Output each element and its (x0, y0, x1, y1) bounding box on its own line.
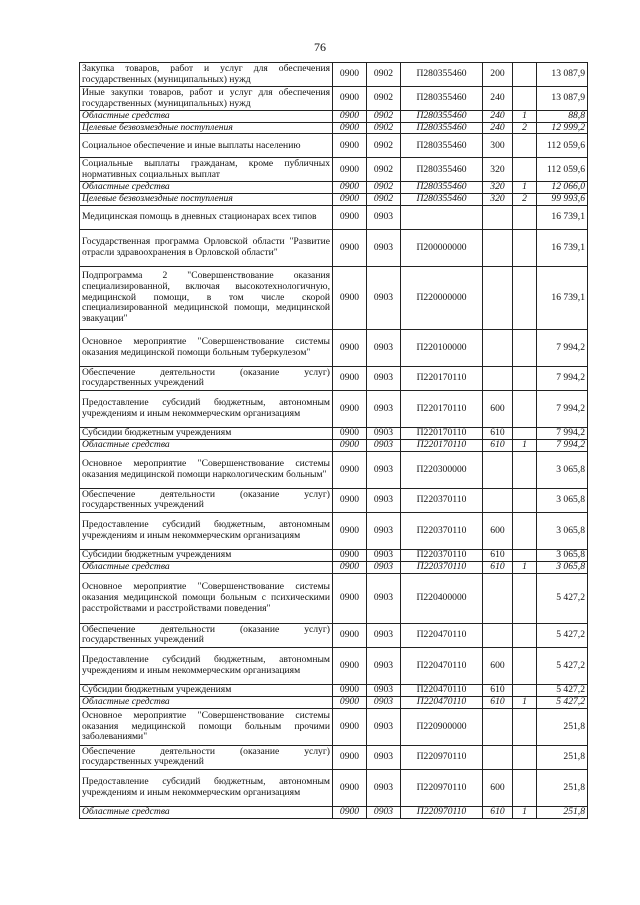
row-amount: 16 739,1 (537, 266, 588, 329)
row-expense-type (483, 745, 513, 769)
row-section: 0900 (333, 561, 367, 573)
row-description: Основное мероприятие "Совершенствование системы оказания медицинской помощи больным прочими заболеваниями" (80, 708, 333, 745)
row-expense-type: 610 (483, 684, 513, 696)
row-subsection: 0903 (367, 549, 401, 561)
row-section: 0900 (333, 329, 367, 366)
row-section: 0900 (333, 366, 367, 390)
row-source (513, 63, 537, 87)
row-expense-type: 600 (483, 512, 513, 549)
row-expense-type: 320 (483, 194, 513, 206)
row-subsection: 0903 (367, 229, 401, 266)
row-expense-type (483, 205, 513, 229)
row-target-article: П220170110 (401, 439, 483, 451)
row-target-article: П280355460 (401, 134, 483, 158)
row-target-article: П220170110 (401, 427, 483, 439)
row-target-article: П280355460 (401, 122, 483, 134)
row-amount: 16 739,1 (537, 205, 588, 229)
row-amount: 7 994,2 (537, 439, 588, 451)
row-subsection: 0903 (367, 745, 401, 769)
row-description: Субсидии бюджетным учреждениям (80, 549, 333, 561)
row-target-article: П280355460 (401, 111, 483, 123)
row-target-article: П220970110 (401, 769, 483, 806)
row-source (513, 549, 537, 561)
row-section: 0900 (333, 512, 367, 549)
table-row (80, 684, 588, 696)
row-expense-type: 610 (483, 561, 513, 573)
row-section: 0900 (333, 111, 367, 123)
row-section: 0900 (333, 745, 367, 769)
row-source: 1 (513, 561, 537, 573)
row-amount: 7 994,2 (537, 329, 588, 366)
row-source (513, 134, 537, 158)
row-expense-type (483, 329, 513, 366)
row-subsection: 0902 (367, 134, 401, 158)
row-description: Областные средства (80, 111, 333, 123)
row-subsection: 0903 (367, 439, 401, 451)
row-description: Социальные выплаты гражданам, кроме публичных нормативных социальных выплат (80, 158, 333, 182)
row-expense-type: 610 (483, 696, 513, 708)
row-target-article: П220370110 (401, 561, 483, 573)
row-amount: 7 994,2 (537, 427, 588, 439)
table-row (80, 573, 588, 623)
table-row (80, 329, 588, 366)
row-source (513, 623, 537, 647)
row-target-article: П220000000 (401, 266, 483, 329)
row-section: 0900 (333, 708, 367, 745)
row-section: 0900 (333, 451, 367, 488)
row-source (513, 266, 537, 329)
row-description: Закупка товаров, работ и услуг для обеспечения государственных (муниципальных) нужд (80, 63, 333, 87)
row-section: 0900 (333, 229, 367, 266)
table-row (80, 158, 588, 182)
row-subsection: 0903 (367, 684, 401, 696)
row-subsection: 0903 (367, 573, 401, 623)
table-row (80, 806, 588, 818)
row-source (513, 488, 537, 512)
row-expense-type: 600 (483, 769, 513, 806)
row-source (513, 769, 537, 806)
row-section: 0900 (333, 266, 367, 329)
row-source (513, 229, 537, 266)
row-expense-type (483, 451, 513, 488)
row-amount: 5 427,2 (537, 573, 588, 623)
row-amount: 16 739,1 (537, 229, 588, 266)
row-expense-type (483, 623, 513, 647)
row-target-article: П280355460 (401, 87, 483, 111)
table-row (80, 134, 588, 158)
row-expense-type: 610 (483, 427, 513, 439)
row-target-article: П220470110 (401, 623, 483, 647)
row-section: 0900 (333, 684, 367, 696)
table-row (80, 512, 588, 549)
table-row (80, 229, 588, 266)
row-amount: 251,8 (537, 745, 588, 769)
row-description: Основное мероприятие "Совершенствование системы оказания медицинской помощи наркологическим больным" (80, 451, 333, 488)
row-source: 2 (513, 194, 537, 206)
row-target-article: П220370110 (401, 488, 483, 512)
row-target-article: П280355460 (401, 63, 483, 87)
row-section: 0900 (333, 122, 367, 134)
table-row (80, 623, 588, 647)
row-subsection: 0903 (367, 488, 401, 512)
row-subsection: 0903 (367, 366, 401, 390)
row-section: 0900 (333, 696, 367, 708)
row-subsection: 0902 (367, 122, 401, 134)
row-description: Областные средства (80, 439, 333, 451)
row-source (513, 512, 537, 549)
table-row (80, 549, 588, 561)
row-amount: 12 066,0 (537, 182, 588, 194)
row-source (513, 451, 537, 488)
row-expense-type (483, 488, 513, 512)
row-source (513, 390, 537, 427)
row-amount: 5 427,2 (537, 647, 588, 684)
row-subsection: 0903 (367, 623, 401, 647)
row-section: 0900 (333, 63, 367, 87)
row-description: Предоставление субсидий бюджетным, автономным учреждениям и иным некоммерческим организациям (80, 647, 333, 684)
table-row (80, 451, 588, 488)
row-expense-type: 320 (483, 182, 513, 194)
row-expense-type: 240 (483, 122, 513, 134)
row-section: 0900 (333, 488, 367, 512)
row-target-article: П220170110 (401, 390, 483, 427)
row-description: Областные средства (80, 806, 333, 818)
row-description: Областные средства (80, 696, 333, 708)
row-amount: 7 994,2 (537, 366, 588, 390)
row-section: 0900 (333, 769, 367, 806)
row-section: 0900 (333, 573, 367, 623)
row-description: Целевые безвозмездные поступления (80, 194, 333, 206)
row-expense-type (483, 266, 513, 329)
row-amount: 3 065,8 (537, 549, 588, 561)
table-row (80, 63, 588, 87)
row-description: Социальное обеспечение и иные выплаты населению (80, 134, 333, 158)
row-target-article: П220370110 (401, 549, 483, 561)
table-row (80, 647, 588, 684)
row-amount: 12 999,2 (537, 122, 588, 134)
table-row (80, 205, 588, 229)
row-target-article: П220470110 (401, 647, 483, 684)
row-amount: 13 087,9 (537, 87, 588, 111)
row-description: Предоставление субсидий бюджетным, автономным учреждениям и иным некоммерческим организациям (80, 769, 333, 806)
row-description: Основное мероприятие "Совершенствование системы оказания медицинской помощи больным с психическими расстройствами и расстройствами поведения" (80, 573, 333, 623)
row-target-article: П220470110 (401, 684, 483, 696)
row-source (513, 573, 537, 623)
row-expense-type: 240 (483, 111, 513, 123)
row-section: 0900 (333, 194, 367, 206)
row-subsection: 0903 (367, 205, 401, 229)
row-expense-type: 610 (483, 806, 513, 818)
row-target-article: П220170110 (401, 366, 483, 390)
row-section: 0900 (333, 182, 367, 194)
row-description: Основное мероприятие "Совершенствование системы оказания медицинской помощи больным туберкулезом" (80, 329, 333, 366)
row-expense-type: 320 (483, 158, 513, 182)
row-target-article: П220300000 (401, 451, 483, 488)
row-description: Целевые безвозмездные поступления (80, 122, 333, 134)
row-subsection: 0903 (367, 427, 401, 439)
table-row (80, 696, 588, 708)
row-source: 1 (513, 182, 537, 194)
row-subsection: 0903 (367, 561, 401, 573)
table-row (80, 122, 588, 134)
row-section: 0900 (333, 390, 367, 427)
row-source (513, 329, 537, 366)
row-target-article: П280355460 (401, 158, 483, 182)
table-row (80, 194, 588, 206)
row-source (513, 205, 537, 229)
budget-table (79, 62, 588, 819)
row-section: 0900 (333, 623, 367, 647)
row-subsection: 0903 (367, 806, 401, 818)
row-subsection: 0902 (367, 87, 401, 111)
row-subsection: 0903 (367, 696, 401, 708)
row-description: Обеспечение деятельности (оказание услуг) государственных учреждений (80, 366, 333, 390)
row-description: Субсидии бюджетным учреждениям (80, 427, 333, 439)
row-expense-type: 300 (483, 134, 513, 158)
row-description: Субсидии бюджетным учреждениям (80, 684, 333, 696)
row-section: 0900 (333, 427, 367, 439)
row-expense-type (483, 573, 513, 623)
row-amount: 112 059,6 (537, 134, 588, 158)
row-source (513, 708, 537, 745)
row-source (513, 87, 537, 111)
table-row (80, 390, 588, 427)
row-subsection: 0903 (367, 390, 401, 427)
table-row (80, 561, 588, 573)
table-row (80, 427, 588, 439)
table-row (80, 439, 588, 451)
row-subsection: 0902 (367, 194, 401, 206)
row-source: 1 (513, 806, 537, 818)
row-description: Подпрограмма 2 "Совершенствование оказания специализированной, включая высокотехнологичную, медицинской помощи, в том числе скорой специализированной медицинской помощи, медицинской эвакуации" (80, 266, 333, 329)
table-row (80, 266, 588, 329)
row-description: Иные закупки товаров, работ и услуг для обеспечения государственных (муниципальных) нужд (80, 87, 333, 111)
row-amount: 5 427,2 (537, 696, 588, 708)
row-subsection: 0903 (367, 647, 401, 684)
row-subsection: 0902 (367, 158, 401, 182)
row-description: Обеспечение деятельности (оказание услуг) государственных учреждений (80, 488, 333, 512)
row-section: 0900 (333, 205, 367, 229)
row-target-article: П200000000 (401, 229, 483, 266)
row-source: 1 (513, 111, 537, 123)
row-subsection: 0903 (367, 266, 401, 329)
row-target-article: П220400000 (401, 573, 483, 623)
page-number: 76 (314, 40, 326, 54)
table-row (80, 182, 588, 194)
row-description: Медицинская помощь в дневных стационарах всех типов (80, 205, 333, 229)
row-section: 0900 (333, 647, 367, 684)
row-section: 0900 (333, 134, 367, 158)
row-amount: 3 065,8 (537, 561, 588, 573)
row-source (513, 158, 537, 182)
table-row (80, 87, 588, 111)
row-description: Обеспечение деятельности (оказание услуг) государственных учреждений (80, 623, 333, 647)
row-subsection: 0903 (367, 708, 401, 745)
row-target-article: П280355460 (401, 182, 483, 194)
row-source: 1 (513, 439, 537, 451)
row-source (513, 427, 537, 439)
row-amount: 3 065,8 (537, 488, 588, 512)
table-row (80, 769, 588, 806)
row-source: 2 (513, 122, 537, 134)
row-description: Предоставление субсидий бюджетным, автономным учреждениям и иным некоммерческим организациям (80, 390, 333, 427)
row-amount: 7 994,2 (537, 390, 588, 427)
row-amount: 5 427,2 (537, 684, 588, 696)
row-section: 0900 (333, 806, 367, 818)
row-amount: 112 059,6 (537, 158, 588, 182)
row-expense-type: 240 (483, 87, 513, 111)
row-subsection: 0903 (367, 512, 401, 549)
row-expense-type: 200 (483, 63, 513, 87)
row-source (513, 745, 537, 769)
row-expense-type: 600 (483, 390, 513, 427)
row-target-article: П220970110 (401, 745, 483, 769)
row-amount: 251,8 (537, 708, 588, 745)
row-amount: 5 427,2 (537, 623, 588, 647)
row-target-article (401, 205, 483, 229)
row-section: 0900 (333, 439, 367, 451)
row-source (513, 366, 537, 390)
row-section: 0900 (333, 549, 367, 561)
row-amount: 88,8 (537, 111, 588, 123)
row-expense-type (483, 366, 513, 390)
row-amount: 251,8 (537, 769, 588, 806)
row-expense-type (483, 708, 513, 745)
row-source: 1 (513, 696, 537, 708)
row-amount: 251,8 (537, 806, 588, 818)
row-description: Областные средства (80, 182, 333, 194)
table-row (80, 111, 588, 123)
row-expense-type: 610 (483, 549, 513, 561)
row-target-article: П220100000 (401, 329, 483, 366)
row-target-article: П220470110 (401, 696, 483, 708)
row-subsection: 0903 (367, 329, 401, 366)
row-source (513, 684, 537, 696)
row-target-article: П220900000 (401, 708, 483, 745)
row-description: Обеспечение деятельности (оказание услуг) государственных учреждений (80, 745, 333, 769)
table-row (80, 488, 588, 512)
row-section: 0900 (333, 158, 367, 182)
row-target-article: П280355460 (401, 194, 483, 206)
row-subsection: 0903 (367, 769, 401, 806)
row-source (513, 647, 537, 684)
row-section: 0900 (333, 87, 367, 111)
table-row (80, 708, 588, 745)
row-subsection: 0902 (367, 182, 401, 194)
row-target-article: П220370110 (401, 512, 483, 549)
row-subsection: 0902 (367, 111, 401, 123)
table-row (80, 366, 588, 390)
row-expense-type: 600 (483, 647, 513, 684)
row-amount: 3 065,8 (537, 451, 588, 488)
row-expense-type: 610 (483, 439, 513, 451)
row-subsection: 0903 (367, 451, 401, 488)
table-row (80, 745, 588, 769)
row-amount: 99 993,6 (537, 194, 588, 206)
row-amount: 13 087,9 (537, 63, 588, 87)
row-amount: 3 065,8 (537, 512, 588, 549)
row-description: Предоставление субсидий бюджетным, автономным учреждениям и иным некоммерческим организациям (80, 512, 333, 549)
row-subsection: 0902 (367, 63, 401, 87)
row-description: Государственная программа Орловской области "Развитие отрасли здравоохранения в Орловской области" (80, 229, 333, 266)
row-target-article: П220970110 (401, 806, 483, 818)
row-description: Областные средства (80, 561, 333, 573)
row-expense-type (483, 229, 513, 266)
